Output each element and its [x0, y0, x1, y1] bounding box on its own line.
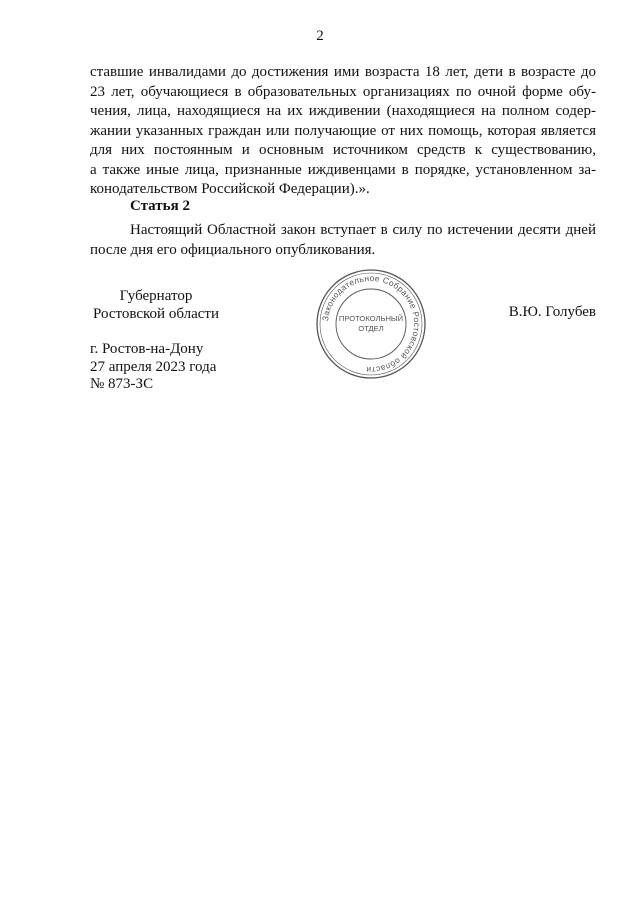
paragraph-line: конодательством Российской Федерации).».: [90, 181, 370, 197]
governor-title-line: Ростовской области: [93, 306, 219, 322]
law-number: № 873-ЗС: [90, 376, 154, 392]
paragraph-line: для них постоянным и основным источником средств к существованию,: [90, 142, 596, 158]
governor-title-line: Губернатор: [119, 288, 193, 304]
place-of-signing: г. Ростов-на-Дону: [90, 341, 204, 357]
seal-inner-text-line2: ОТДЕЛ: [358, 324, 384, 333]
paragraph-line: чения, лица, находящиеся на их иждивении (находящиеся на полном содер-: [90, 103, 596, 119]
paragraph-line: 23 лет, обучающиеся в образовательных организациях по очной форме обу-: [90, 83, 596, 100]
paragraph-line: Настоящий Областной закон вступает в силу по истечении десяти дней: [130, 222, 596, 238]
paragraph-line: а также иные лица, признанные иждивенцами в порядке, установленном за-: [90, 161, 596, 178]
seal-inner-text-line1: ПРОТОКОЛЬНЫЙ: [338, 314, 404, 323]
article-2-heading: Статья 2: [130, 198, 190, 214]
paragraph-line: жании указанных граждан или получающие от них помощь, которая является: [90, 122, 596, 139]
law-details: [90, 341, 216, 394]
seal-outer-text: Законодательное Собрание Ростовской области: [320, 272, 423, 376]
paragraph-line: ставшие инвалидами до достижения ими возраста 18 лет, дети в возрасте до: [90, 64, 596, 80]
date-of-signing: 27 апреля 2023 года: [90, 358, 217, 375]
official-seal: [315, 268, 427, 380]
paragraph-line: после дня его официального опубликования.: [90, 241, 376, 258]
governor-title: [90, 287, 222, 323]
article-2-paragraph: [90, 221, 596, 260]
page-number: 2: [316, 28, 324, 44]
governor-name: В.Ю. Голубев: [508, 304, 596, 320]
article-1-continuation-paragraph: [90, 63, 596, 200]
